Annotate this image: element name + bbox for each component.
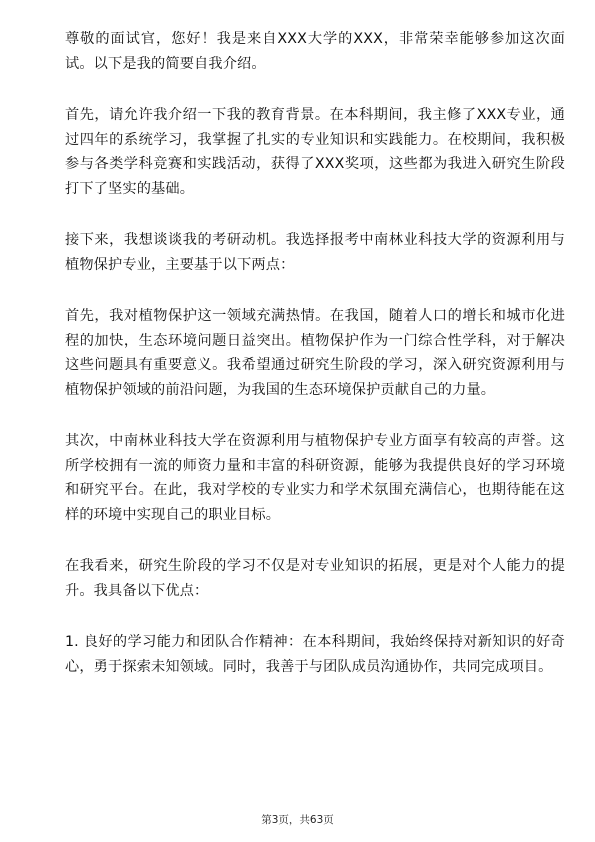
paragraph-greeting: 尊敬的面试官，您好！我是来自XXX大学的XXX，非常荣幸能够参加这次面试。以下是我的简要自我介绍。 [65,31,565,72]
paragraph-motivation-intro: 接下来，我想谈谈我的考研动机。我选择报考中南林业科技大学的资源利用与植物保护专业，主要基于以下两点： [65,232,565,273]
paragraph-education: 首先，请允许我介绍一下我的教育背景。在本科期间，我主修了XXX专业，通过四年的系统学习，我掌握了扎实的专业知识和实践能力。在校期间，我积极参与各类学科竞赛和实践活动，获得了XXX奖项，这些都为我进入研究生阶段打下了坚实的基础。 [65,107,565,197]
paragraph-motivation-second: 其次，中南林业科技大学在资源利用与植物保护专业方面享有较高的声誉。这所学校拥有一流的师资力量和丰富的科研资源，能够为我提供良好的学习环境和研究平台。在此，我对学校的专业实力和学术氛围充满信心，也期待能在这样的环境中实现自己的职业目标。 [65,433,565,523]
paragraph-strength-1: 1. 良好的学习能力和团队合作精神：在本科期间，我始终保持对新知识的好奇心，勇于探索未知领域。同时，我善于与团队成员沟通协作，共同完成项目。 [65,634,565,675]
paragraph-strengths-intro: 在我看来，研究生阶段的学习不仅是对专业知识的拓展，更是对个人能力的提升。我具备以下优点： [65,558,565,599]
document-body [65,27,565,706]
page-footer: 第3页，共63页 [261,814,334,826]
paragraph-motivation-first: 首先，我对植物保护这一领域充满热情。在我国，随着人口的增长和城市化进程的加快，生态环境问题日益突出。植物保护作为一门综合性学科，对于解决这些问题具有重要意义。我希望通过研究生阶段的学习，深入研究资源利用与植物保护领域的前沿问题，为我国的生态环境保护贡献自己的力量。 [65,308,565,398]
